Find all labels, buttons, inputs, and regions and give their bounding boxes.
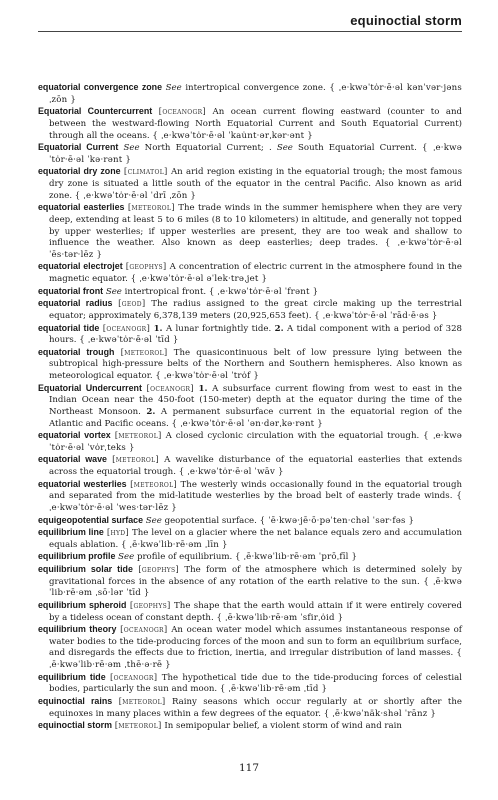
pronunciation: { ˌe·kwəˈtȯr·ē·əl kənˈvər·jəns ˌzōn } <box>49 83 462 105</box>
cross-reference-label: See <box>276 143 293 154</box>
definition-text: South Equatorial Current. <box>292 143 422 154</box>
subject-label: [hyd] <box>106 528 130 539</box>
dictionary-entry <box>38 600 462 624</box>
subject-label: [meteorol] <box>114 431 162 442</box>
sense-number: 2. <box>146 406 156 417</box>
pronunciation: { ˌe·kwəˈtȯr·ē·əl ˈēs·tər·lēz } <box>49 238 462 260</box>
entry-headword: equatorial westerlies <box>38 478 127 489</box>
dictionary-entry <box>38 106 462 142</box>
definition-text: A wavelike disturbance of the equatorial easterlies that extends across the equatorial trough. <box>49 455 462 477</box>
pronunciation: { ˌe·kwəˈtȯr·ē·əl ˈən·dərˌkə·rənt } <box>171 418 323 429</box>
pronunciation: { ˌe·kwəˈtȯr·ē·əl ˈdrī ˌzōn } <box>74 190 197 201</box>
subject-label: [meteorol] <box>118 696 166 707</box>
definition-text: A lunar fortnightly tide. <box>162 323 275 334</box>
subject-label: [oceanogr] <box>109 672 158 683</box>
definition-text: The shape that the earth would attain if it were entirely covered by a tideless ocean of constant depth. <box>49 600 462 623</box>
definition-text: The westerly winds occasionally found in the equatorial trough and separated from the mid-latitude westerlies by the broad belt of easterly trade winds. <box>49 479 463 502</box>
definition-text: An ocean water model which assumes instantaneous response of water bodies to the tide-producing forces of the moon and sun to form an equilibrium surface, and disregards the effects due to friction, inertia, and irregular distribution of land masses. <box>49 625 462 659</box>
dictionary-entry <box>38 454 462 478</box>
definition-text: In semipopular belief, a violent storm of wind and rain <box>161 721 402 732</box>
dictionary-entry <box>38 347 462 383</box>
entry-headword: Equatorial Current <box>38 142 119 153</box>
dictionary-entry <box>38 261 462 285</box>
dictionary-entry <box>38 672 462 696</box>
pronunciation: { ˌē·kwəˈlib·rē·əm ˌsō·lər ˈtīd } <box>49 576 462 599</box>
entry-headword: equilibrium theory <box>38 624 117 635</box>
definition-text: A permanent subsurface current in the equatorial region of the Atlantic and Pacific oceans. <box>49 406 462 429</box>
pronunciation: { ˌē·kwəˈlib·rē·əm ˌthē·ə·rē } <box>49 648 462 670</box>
pronunciation: { ˌe·kwəˈtȯr·ē·əl ˈtrȯf } <box>155 371 260 381</box>
dictionary-entry <box>38 515 462 528</box>
definition-text: A closed cyclonic circulation with the equatorial trough. <box>161 431 424 442</box>
pronunciation: { ˌē·kwəˈnäk·shəl ˈrānz } <box>323 708 437 719</box>
subject-label: [meteorol] <box>127 203 175 214</box>
definition-text: The quasicontinuous belt of low pressure lying between the subtropical high-pressure belts of the Northern and Southern hemispheres. Also known as meteorological equator. <box>49 347 462 381</box>
entry-headword: Equatorial Countercurrent <box>38 106 153 117</box>
sense-number: 2. <box>274 323 284 334</box>
entry-headword: equatorial dry zone <box>38 166 121 177</box>
pronunciation: { ˌē·kwəˈlib·rē·əm ˌlīn } <box>121 539 228 550</box>
dictionary-entry <box>38 696 462 720</box>
subject-label: [oceanogr] <box>158 107 207 118</box>
subject-label: [meteorol] <box>130 479 178 490</box>
entry-headword: equatorial tide <box>38 322 100 333</box>
subject-label: [geod] <box>118 299 146 310</box>
definition-text: A subsurface current flowing from west to east in the Indian Ocean near the 450-foot (150-meter) depth at the equator during the time of the Northeast Monsoon. <box>49 383 462 417</box>
pronunciation: { ˌē·kwəˈlib·rē·əm ˈsfirˌȯid } <box>216 612 344 623</box>
subject-label: [meteorol] <box>120 347 168 358</box>
pronunciation: { ˌe·kwəˈtȯr·ē·əl ˈwes·tər·lēz } <box>49 491 462 513</box>
entry-headword: equinoctial rains <box>38 695 113 706</box>
entry-headword: equinoctial storm <box>38 720 112 731</box>
running-head: equinoctial storm <box>350 13 462 28</box>
definition-text: profile of equilibrium. <box>134 552 235 563</box>
definition-text: The hypothetical tide due to the tide-producing forces of celestial bodies, particularly the sun and moon. <box>49 672 462 695</box>
definition-text: A concentration of electric current in the atmosphere found in the magnetic equator. <box>49 262 463 284</box>
entry-headword: equatorial front <box>38 285 104 296</box>
subject-label: [oceanogr] <box>102 323 151 334</box>
entry-headword: Equatorial Undercurrent <box>38 382 142 393</box>
sense-number: 1. <box>153 323 163 334</box>
cross-reference-label: See <box>118 552 135 563</box>
dictionary-entry <box>38 82 462 106</box>
definition-text: The form of the atmosphere which is determined solely by gravitational forces in the absence of any rotation of the earth relative to the sun. <box>49 565 462 587</box>
sense-number: 1. <box>198 383 208 394</box>
pronunciation: { ˌē·kwəˈlib·rē·əm ˌtīd } <box>219 684 328 695</box>
dictionary-entry <box>38 527 462 551</box>
dictionary-entry <box>38 298 462 322</box>
subject-label: [meteorol] <box>112 455 160 466</box>
entry-headword: equatorial wave <box>38 454 107 465</box>
entry-headword: equilibrium solar tide <box>38 564 133 574</box>
entry-headword: equatorial vortex <box>38 430 111 441</box>
dictionary-entry <box>38 551 462 564</box>
definition-text: North Equatorial Current; . <box>139 143 277 154</box>
dictionary-entry <box>38 720 462 733</box>
pronunciation: { ˌe·kwəˈtȯr·ē·əl ˈtīd } <box>79 335 179 346</box>
pronunciation: { ˈē·kwə·jē·ō·pəˈten·chəl ˈsər·fəs } <box>259 515 415 526</box>
subject-label: [geophys] <box>129 600 171 611</box>
dictionary-entry <box>38 383 462 431</box>
dictionary-entry <box>38 286 462 299</box>
entry-headword: equilibrium tide <box>38 671 106 682</box>
subject-label: [climatol] <box>123 167 168 178</box>
subject-label: [meteorol] <box>114 721 162 732</box>
entry-headword: equatorial electrojet <box>38 261 123 272</box>
pronunciation: { ˌe·kwəˈtȯr·ē·əl əˈlek·trəˌjet } <box>130 274 268 284</box>
definition-text: geopotential surface. <box>161 515 260 526</box>
dictionary-entry <box>38 323 462 347</box>
entry-headword: equatorial easterlies <box>38 202 125 213</box>
cross-reference-label: See <box>165 83 182 93</box>
definition-text: An arid region existing in the equatorial trough; the most famous dry zone is situated a little south of the equator in the central Pacific. Also known as arid zone. <box>49 167 463 201</box>
entry-headword: equatorial trough <box>38 346 115 357</box>
definition-text: intertropical convergence zone. <box>181 83 330 93</box>
definition-text: Rainy seasons which occur regularly at or shortly after the equinoxes in many places within a few degrees of the equator. <box>49 696 462 719</box>
entry-headword: equilibrium spheroid <box>38 599 127 610</box>
definition-text: A tidal component with a period of 328 hours. <box>49 323 463 346</box>
definition-text: An ocean current flowing eastward (counter to and between the westward-flowing North Equatorial Current and South Equatorial Current) through all the oceans. <box>49 107 462 141</box>
pronunciation: { ˌe·kwəˈtȯr·ē·əl ˈfrənt } <box>208 286 319 297</box>
entry-headword: equatorial convergence zone <box>38 82 163 92</box>
entry-headword: equilibrium profile <box>38 551 116 562</box>
definition-text: The trade winds in the summer hemisphere when they are very deep, extending at least 5 to 6 miles (8 to 10 kilometers) in altitude, and generally not topped by upper westerlies; if upper westerlies are present, they are too weak and shallow to influence the weather. Also known as deep easterlies; deep trades. <box>49 203 462 249</box>
subject-label: [geophys] <box>125 262 167 273</box>
dictionary-entry <box>38 166 462 202</box>
entry-list <box>38 82 462 733</box>
entry-headword: equilibrium line <box>38 527 104 538</box>
dictionary-entry <box>38 624 462 672</box>
pronunciation: { ˌe·kwəˈtȯr·ē·əl ˈkau̇nt·ərˌkər·ənt } <box>152 130 313 141</box>
definition-text: The radius assigned to the great circle making up the terrestrial equator; approximately 6,378,139 meters (20,925,653 feet). <box>49 299 463 321</box>
definition-text: intertropical front. <box>121 286 209 297</box>
header-rule <box>38 31 462 32</box>
subject-label: [geophys] <box>138 565 180 575</box>
pronunciation: { ˌē·kwəˈlib·rē·əm ˈprōˌfīl } <box>235 552 358 563</box>
dictionary-entry <box>38 564 462 600</box>
cross-reference-label: See <box>105 286 122 297</box>
entry-headword: equatorial radius <box>38 298 113 309</box>
dictionary-entry <box>38 430 462 454</box>
cross-reference-label: See <box>123 143 140 154</box>
definition-text: The level on a glacier where the net balance equals zero and accumulation equals ablation. <box>49 528 462 550</box>
pronunciation: { ˌe·kwəˈtȯr·ē·əl ˈwāv } <box>178 467 284 477</box>
dictionary-entry <box>38 479 462 515</box>
dictionary-entry <box>38 202 462 261</box>
cross-reference-label: See <box>145 515 162 526</box>
entry-headword: equigeopotential surface <box>38 514 144 525</box>
page-number: 117 <box>238 762 260 774</box>
pronunciation: { ˌe·kwəˈtȯr·ē·əl ˈvȯrˌteks } <box>49 431 462 453</box>
subject-label: [oceanogr] <box>120 625 168 636</box>
dictionary-entry <box>38 142 462 166</box>
pronunciation: { ˌe·kwəˈtȯr·ē·əl ˈrād·ē·əs } <box>314 310 438 321</box>
pronunciation: { ˌe·kwəˈtȯr·ē·əl ˈkə·rənt } <box>49 143 462 165</box>
subject-label: [oceanogr] <box>146 383 194 394</box>
